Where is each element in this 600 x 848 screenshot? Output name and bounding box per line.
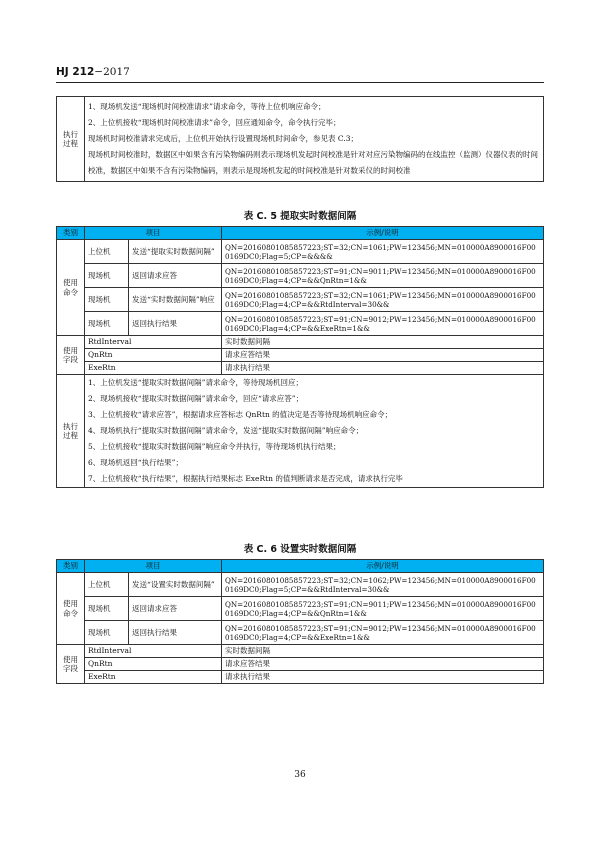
step-line: 2、现场机接收“提取实时数据间隔”请求命令，回应“请求应答”； <box>88 394 304 403</box>
execution-label: 执行 过程 <box>57 97 85 182</box>
table-row <box>57 375 544 488</box>
field-name: ExeRtn <box>85 362 222 375</box>
field-desc: 实时数据间隔 <box>222 336 544 349</box>
table-row <box>57 621 544 645</box>
step-line: 6、现场机返回“执行结果”； <box>88 458 183 467</box>
action-cell: 返回执行结果 <box>129 621 222 645</box>
standard-year: −2017 <box>94 66 130 78</box>
action-cell: 返回执行结果 <box>129 312 222 336</box>
example-cell: QN=20160801085857223;ST=91;CN=9012;PW=123456;MN=010000A8900016F000169DC0;Flag=4;CP=&&ExeRtn=1&& <box>222 621 544 645</box>
table-c5 <box>56 226 544 488</box>
field-name: QnRtn <box>85 658 222 671</box>
side-cell: 现场机 <box>85 621 129 645</box>
field-desc: 请求应答结果 <box>222 349 544 362</box>
example-cell: QN=20160801085857223;ST=91;CN=9011;PW=123456;MN=010000A8900016F000169DC0;Flag=4;CP=&&QnRtn=1&& <box>222 264 544 288</box>
side-cell: 上位机 <box>85 573 129 597</box>
continuation-table <box>56 96 544 182</box>
table-row <box>57 573 544 597</box>
header-rule <box>56 82 544 83</box>
step-line: 1、上位机发送“提取实时数据间隔”请求命令，等待现场机回应； <box>88 378 303 387</box>
field-desc: 请求应答结果 <box>222 658 544 671</box>
action-cell: 发送“实时数据间隔”响应 <box>129 288 222 312</box>
step-line: 5、上位机接收“提取实时数据间隔”响应命令并执行，等待现场机执行结果； <box>88 442 341 451</box>
table-row <box>57 288 544 312</box>
field-name: RtdInterval <box>85 336 222 349</box>
example-cell: QN=20160801085857223;ST=32;CN=1061;PW=123456;MN=010000A8900016F000169DC0;Flag=4;CP=&&RtdInterval=30&& <box>222 288 544 312</box>
col-header-example: 示例/说明 <box>222 227 544 240</box>
side-cell: 现场机 <box>85 264 129 288</box>
execution-steps <box>85 97 544 182</box>
step-line: 4、现场机执行“提取实时数据间隔”请求命令，发送“提取实时数据间隔”响应命令； <box>88 426 364 435</box>
table-row <box>57 240 544 264</box>
field-desc: 请求执行结果 <box>222 362 544 375</box>
group-label-commands: 使用 命令 <box>57 573 85 645</box>
field-desc: 请求执行结果 <box>222 671 544 684</box>
table-row <box>57 312 544 336</box>
side-cell: 上位机 <box>85 240 129 264</box>
table-c6-caption: 表 C. 6 设置实时数据间隔 <box>243 544 357 555</box>
group-label-commands: 使用 命令 <box>57 240 85 336</box>
action-cell: 发送“设置实时数据间隔” <box>129 573 222 597</box>
group-label-fields: 使用 字段 <box>57 645 85 684</box>
group-label-process: 执行 过程 <box>57 375 85 488</box>
col-header-item: 项目 <box>85 560 222 573</box>
step-line: 7、上位机接收“执行结果”，根据执行结果标志 ExeRtn 的值判断请求是否完成，请求执行完毕 <box>88 474 403 483</box>
step-line: 现场机时间校准时，数据区中如果含有污染物编码则表示现场机发起时间校准是针对对应污染物编码的在线监控（监测）仪器仪表的时间校准，数据区中如果不含有污染物编码，则表示是现场机发起的时间校准是针对数采仪的时间校准 <box>88 150 538 175</box>
table-row <box>57 658 544 671</box>
table-row <box>57 336 544 349</box>
col-header-example: 示例/说明 <box>222 560 544 573</box>
table-row <box>57 349 544 362</box>
action-cell: 返回请求应答 <box>129 264 222 288</box>
step-line: 2、上位机接收“现场机时间校准请求”命令，回应通知命令，命令执行完毕； <box>88 118 341 127</box>
table-row <box>57 645 544 658</box>
process-steps <box>85 375 544 488</box>
table-row <box>57 671 544 684</box>
example-cell: QN=20160801085857223;ST=91;CN=9012;PW=123456;MN=010000A8900016F000169DC0;Flag=4;CP=&&ExeRtn=1&& <box>222 312 544 336</box>
field-name: RtdInterval <box>85 645 222 658</box>
example-cell: QN=20160801085857223;ST=91;CN=9011;PW=123456;MN=010000A8900016F000169DC0;Flag=4;CP=&&QnRtn=1&& <box>222 597 544 621</box>
running-header <box>56 66 130 78</box>
example-cell: QN=20160801085857223;ST=32;CN=1062;PW=123456;MN=010000A8900016F000169DC0;Flag=5;CP=&&RtdInterval=30&& <box>222 573 544 597</box>
step-line: 现场机时间校准请求完成后，上位机开始执行设置现场机时间命令，参见表 C.3； <box>88 134 359 143</box>
side-cell: 现场机 <box>85 288 129 312</box>
step-line: 1、现场机发送“现场机时间校准请求”请求命令，等待上位机响应命令； <box>88 102 326 111</box>
side-cell: 现场机 <box>85 312 129 336</box>
col-header-category: 类别 <box>57 560 85 573</box>
example-cell: QN=20160801085857223;ST=32;CN=1061;PW=123456;MN=010000A8900016F000169DC0;Flag=5;CP=&&&& <box>222 240 544 264</box>
col-header-item: 项目 <box>85 227 222 240</box>
col-header-category: 类别 <box>57 227 85 240</box>
action-cell: 返回请求应答 <box>129 597 222 621</box>
field-name: ExeRtn <box>85 671 222 684</box>
action-cell: 发送“提取实时数据间隔” <box>129 240 222 264</box>
table-row <box>57 362 544 375</box>
table-row <box>57 597 544 621</box>
standard-code: HJ 212 <box>56 66 95 78</box>
table-c5-caption: 表 C. 5 提取实时数据间隔 <box>243 211 357 222</box>
page-number: 36 <box>294 770 306 780</box>
table-c6 <box>56 559 544 684</box>
field-name: QnRtn <box>85 349 222 362</box>
field-desc: 实时数据间隔 <box>222 645 544 658</box>
side-cell: 现场机 <box>85 597 129 621</box>
step-line: 3、上位机接收“请求应答”，根据请求应答标志 QnRtn 的值决定是否等待现场机响应命令； <box>88 410 393 419</box>
table-row <box>57 264 544 288</box>
group-label-fields: 使用 字段 <box>57 336 85 375</box>
